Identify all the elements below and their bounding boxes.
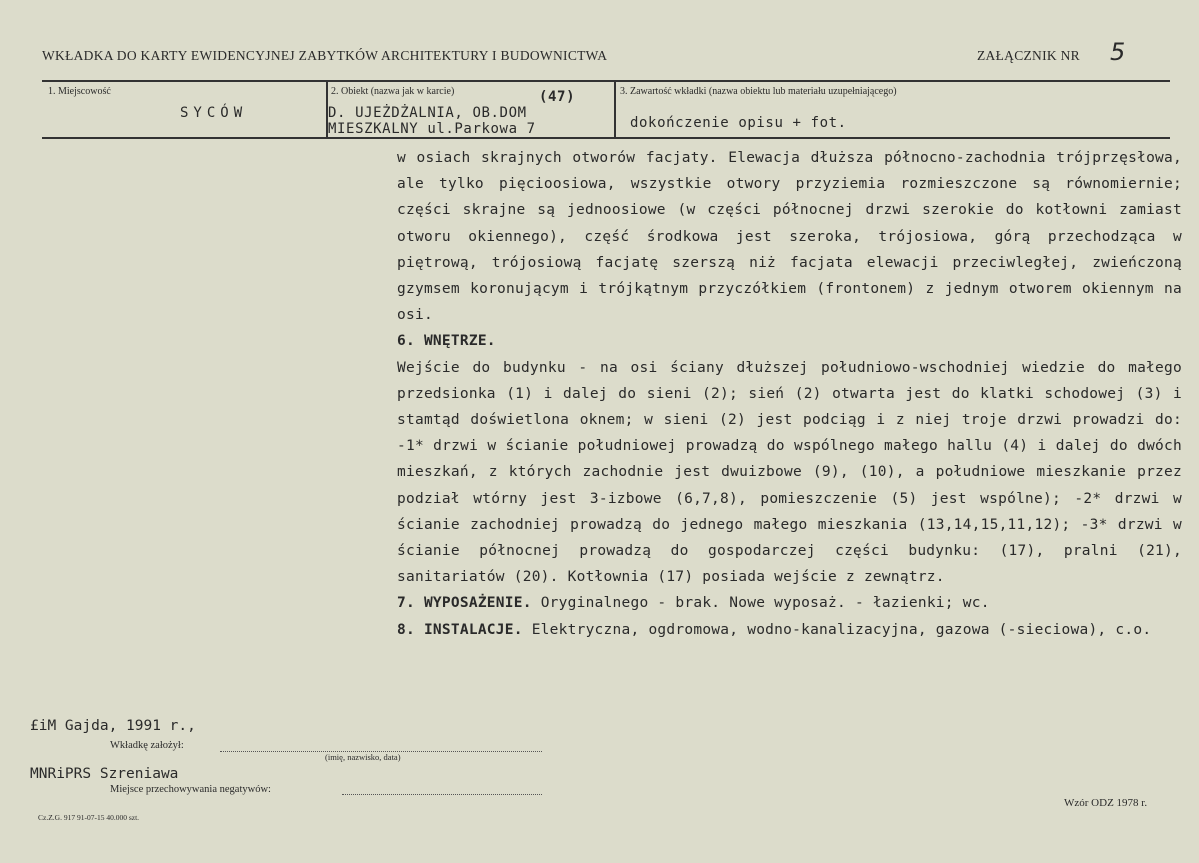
equipment-text: Oryginalnego - brak. Nowe wyposaż. - łazienki; wc. — [540, 595, 990, 612]
header-rule-top — [42, 80, 1170, 82]
paragraph-installations — [397, 617, 1182, 643]
paragraph-equipment — [397, 590, 1182, 616]
locality-label: 1. Miejscowość — [48, 86, 111, 97]
negatives-dotline — [342, 794, 542, 795]
header-rule-bottom — [42, 137, 1170, 139]
section-heading-installations: 8. INSTALACJE. — [397, 621, 523, 638]
attachment-number: 5 — [1110, 38, 1126, 66]
section-heading-equipment: 7. WYPOSAŻENIE. — [397, 595, 532, 612]
author-value: £iM Gajda, 1991 r., — [30, 718, 196, 734]
print-stamp: Cz.Z.G. 917 91-07-15 40.000 szt. — [38, 813, 140, 822]
object-label: 2. Obiekt (nazwa jak w karcie) — [331, 86, 455, 97]
paragraph-elevation: w osiach skrajnych otworów facjaty. Elewacja dłuższa północno-zachodnia trójprzęsłowa, ale tylko pięcioosiowa, wszystkie otwory przyziemia rozmieszczone są równomiernie; części skrajne są jednoosiowe (w części północnej drzwi szerokie do kotłowni zamiast otworu okiennego), część środkowa jest szeroka, trójosiowa, górą przechodząca w piętrową, trójosiową facjatę szerszą niż facjata elewacji przeciwległej, zwieńczoną gzymsem koronującym i trójkątnym przyczółkiem (frontonem) z jednym otworem okiennym na osi. — [397, 150, 1182, 324]
paragraph-interior: Wejście do budynku - na osi ściany dłuższej południowo-wschodniej wiedzie do małego przedsionka (1) i dalej do sieni (2); sień (2) otwarta jest do klatki schodowej (3) i stamtąd doświetlona oknem; w sieni (2) jest podciąg i z niej troje drzwi prowadzi do: -1* drzwi w ścianie południowej prowadzą do wspólnego małego hallu (4) i dalej do dwóch mieszkań, z których zachodnie jest dwuizbowe (9), (10), a południowe mieszkanie przez podział wtórny jest 3-izbowe (6,7,8), pomieszczenie (5) jest wspólne); -2* drzwi w ścianie zachodniej prowadzą do jednego małego mieszkania (13,14,15,11,12); -3* drzwi w ścianie północnej prowadzą do gospodarczej części budynku: (17), pralni (21), sanitariatów (20). Kotłownia (17) posiada wejście z zewnątrz. — [397, 359, 1182, 586]
contents-label: 3. Zawartość wkładki (nazwa obiektu lub materiału uzupełniającego) — [620, 86, 897, 97]
negatives-location-label: Miejsce przechowywania negatywów: — [110, 784, 271, 795]
attachment-label: ZAŁĄCZNIK NR — [977, 48, 1080, 63]
section-heading-interior: 6. WNĘTRZE. — [397, 333, 496, 350]
locality-value: SYCÓW — [180, 105, 248, 121]
object-value-line2: MIESZKALNY ul.Parkowa 7 — [328, 121, 536, 137]
object-number: (47) — [539, 89, 576, 105]
field-divider-2 — [614, 82, 616, 137]
contents-value: dokończenie opisu + fot. — [630, 115, 847, 131]
form-pattern: Wzór ODZ 1978 r. — [1064, 797, 1148, 809]
object-value-line1: D. UJEŻDŻALNIA, OB.DOM — [328, 105, 527, 121]
installations-text: Elektryczna, ogdromowa, wodno-kanalizacyjna, gazowa (-sieciowa), c.o. — [531, 621, 1152, 638]
author-sub-label: (imię, nazwisko, data) — [325, 752, 401, 762]
author-label: Wkładkę założył: — [110, 740, 184, 751]
description-body — [397, 145, 1182, 643]
form-title: WKŁADKA DO KARTY EWIDENCYJNEJ ZABYTKÓW ARCHITEKTURY I BUDOWNICTWA — [42, 48, 608, 63]
negatives-location-value: MNRiPRS Szreniawa — [30, 766, 179, 782]
